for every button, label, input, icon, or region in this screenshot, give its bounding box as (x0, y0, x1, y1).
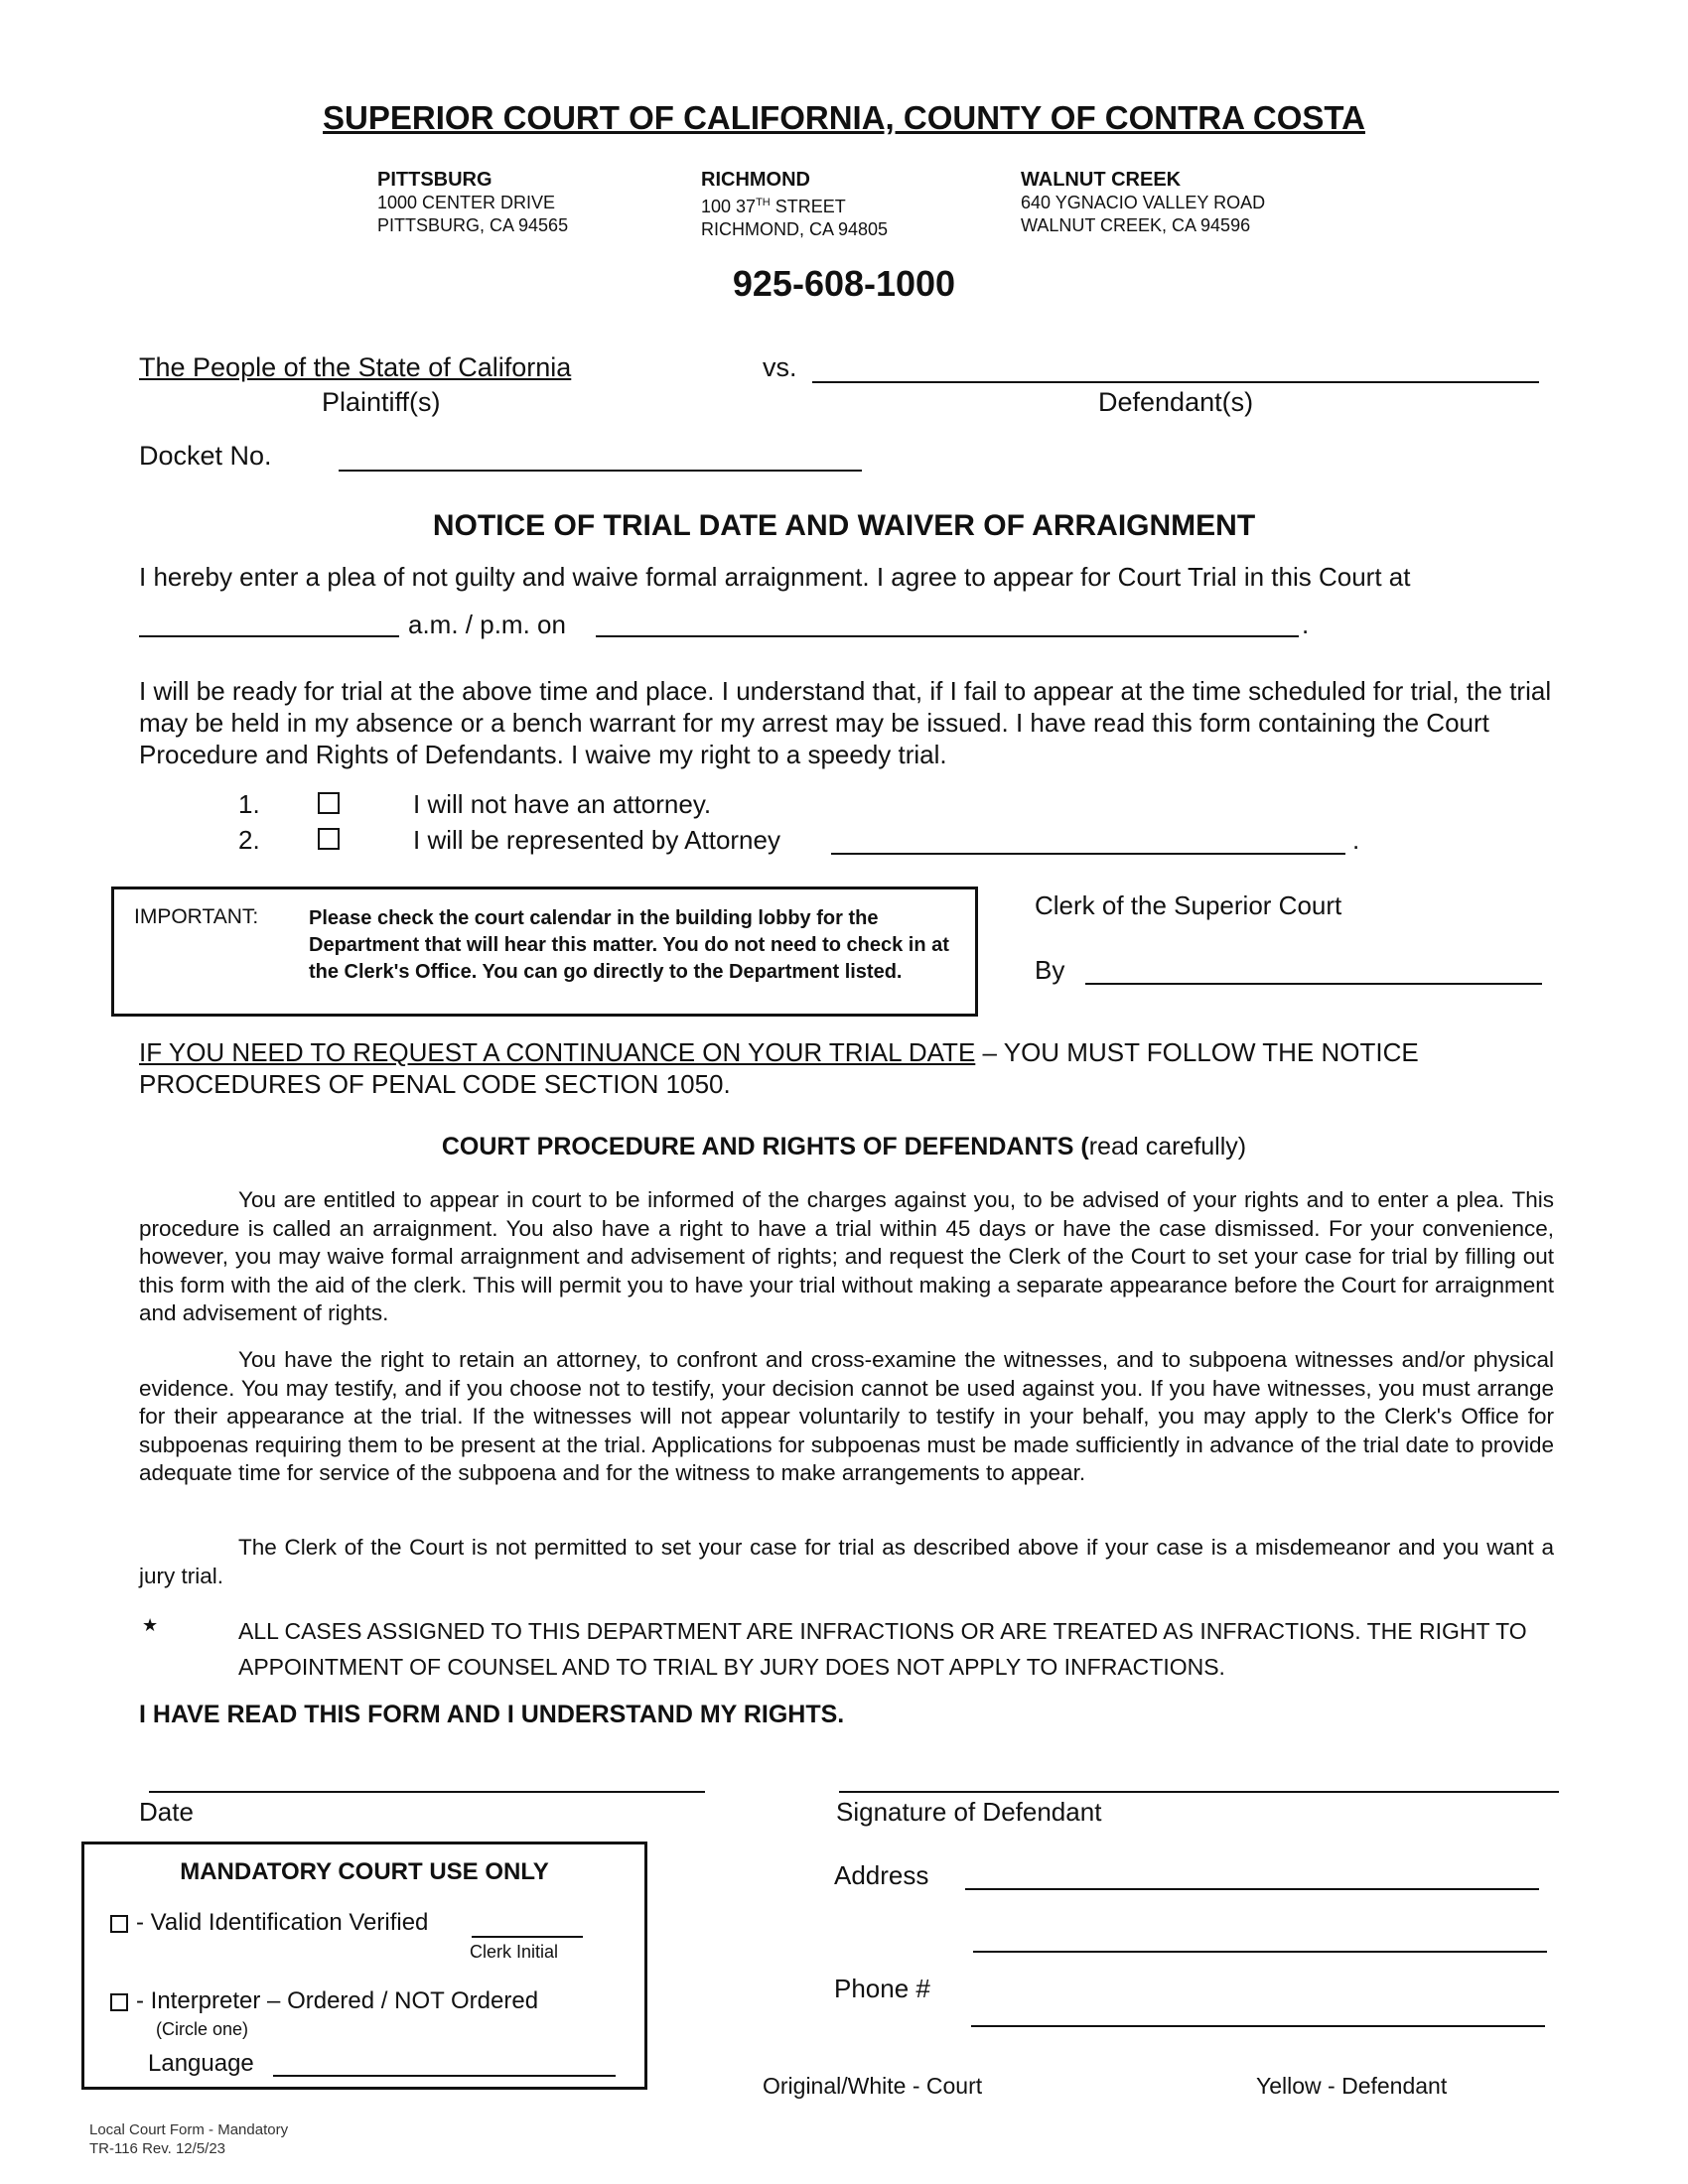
plaintiff-label: Plaintiff(s) (322, 387, 441, 417)
language-field[interactable] (273, 2075, 616, 2077)
clerk-by-label: By (1035, 955, 1065, 985)
location-richmond (701, 169, 888, 241)
plaintiff-name: The People of the State of California (139, 352, 572, 382)
court-title: SUPERIOR COURT OF CALIFORNIA, COUNTY OF CONTRA COSTA (323, 99, 1365, 136)
continuance-rest: – YOU MUST FOLLOW THE NOTICE PROCEDURES OF PENAL CODE SECTION 1050. (139, 1037, 1419, 1099)
ampm-label: a.m. / p.m. on (408, 610, 566, 639)
clerk-signature-field[interactable] (1085, 983, 1542, 985)
option-1-label: I will not have an attorney. (413, 789, 712, 819)
id-verified-checkbox[interactable] (110, 1915, 128, 1933)
important-text: Please check the court calendar in the building lobby for the Department that will hear this matter. You do not need to check in at the Clerk's Office. You can go directly to the Department listed. (309, 907, 949, 983)
vs-label: vs. (763, 352, 797, 382)
acknowledge-text: I HAVE READ THIS FORM AND I UNDERSTAND MY RIGHTS. (139, 1701, 845, 1728)
mandatory-title: MANDATORY COURT USE ONLY (180, 1858, 549, 1885)
date-field[interactable] (149, 1791, 705, 1793)
location-pittsburg (377, 169, 568, 237)
mandatory-court-use-box (81, 1842, 647, 2090)
docket-label: Docket No. (139, 441, 272, 471)
attorney-name-field[interactable] (831, 853, 1345, 855)
location-city: RICHMOND, CA 94805 (701, 219, 889, 239)
no-attorney-checkbox[interactable] (318, 792, 340, 814)
id-verified-label: - Valid Identification Verified (136, 1909, 429, 1936)
location-street: 100 37TH STREET (701, 197, 846, 216)
option-2-label: I will be represented by Attorney (413, 825, 780, 855)
option-2-period: . (1352, 825, 1360, 855)
rights-paragraph-3: The Clerk of the Court is not permitted to set your case for trial as described above if your case is a misdemeanor and you want a jury trial. (139, 1535, 1554, 1588)
address-line-2-field[interactable] (973, 1951, 1547, 1953)
copy-original-label: Original/White - Court (763, 2073, 983, 2099)
trial-date-period: . (1302, 610, 1310, 639)
defendant-name-field[interactable] (812, 381, 1539, 383)
phone-label: Phone # (834, 1974, 930, 2003)
trial-time-field[interactable] (139, 635, 399, 637)
footer-line-1: Local Court Form - Mandatory (89, 2121, 289, 2138)
form-footer (89, 2120, 288, 2158)
plea-text: I hereby enter a plea of not guilty and waive formal arraignment. I agree to appear for Court Trial in this Court at (139, 562, 1411, 592)
language-label: Language (148, 2050, 254, 2077)
infractions-text: ALL CASES ASSIGNED TO THIS DEPARTMENT ARE INFRACTIONS OR ARE TREATED AS INFRACTIONS. THE RIGHT TO APPOINTMENT OF COUNSEL AND TO TRIAL BY JURY DOES NOT APPLY TO INFRACTIONS. (238, 1618, 1527, 1680)
star-icon: ★ (142, 1615, 159, 1635)
docket-number-field[interactable] (339, 470, 862, 472)
clerk-initial-label: Clerk Initial (470, 1942, 559, 1962)
phone-field[interactable] (971, 2025, 1545, 2027)
trial-date-field[interactable] (596, 635, 1299, 637)
copy-yellow-label: Yellow - Defendant (1256, 2073, 1448, 2099)
interpreter-label: - Interpreter – Ordered / NOT Ordered (136, 1987, 539, 2014)
rights-paragraph-2: You have the right to retain an attorney, to confront and cross-examine the witnesses, and to subpoena witnesses and/or physical evidence. You may testify, and if you choose not to testify, your decision cannot be used against you. If you have witnesses, you must arrange for their appearance at the trial. If the witnesses will not appear voluntarily to testify in your behalf, you may apply to the Clerk's Office for subpoenas requiring them to be present at the trial. Applications for subpoenas must be made sufficiently in advance of the trial date to provide adequate time for service of the subpoena and for the witness to make arrangements to appear. (139, 1347, 1554, 1485)
location-name: WALNUT CREEK (1021, 169, 1182, 191)
important-box (111, 887, 978, 1017)
location-name: RICHMOND (701, 169, 810, 191)
clerk-title: Clerk of the Superior Court (1035, 890, 1342, 920)
location-street: 640 YGNACIO VALLEY ROAD (1021, 193, 1266, 212)
defendant-signature-field[interactable] (839, 1791, 1559, 1793)
location-city: PITTSBURG, CA 94565 (377, 215, 569, 235)
attorney-checkbox[interactable] (318, 828, 340, 850)
rights-paragraph-1: You are entitled to appear in court to be informed of the charges against you, to be advised of your rights and to enter a plea. This procedure is called an arraignment. You also have a right to have a trial within 45 days or have the case dismissed. For your convenience, however, you may waive formal arraignment and advisement of rights; and request the Clerk of the Court to set your case for trial by filling out this form with the aid of the clerk. This will permit you to have your trial without making a separate appearance before the Court for arraignment and advisement of rights. (139, 1187, 1554, 1325)
continuance-notice (139, 1036, 1569, 1100)
rights-heading: COURT PROCEDURE AND RIGHTS OF DEFENDANTS (read carefully) (441, 1133, 1247, 1160)
option-1-number: 1. (238, 789, 260, 819)
option-2-number: 2. (238, 825, 260, 855)
notice-heading: NOTICE OF TRIAL DATE AND WAIVER OF ARRAIGNMENT (432, 509, 1256, 542)
footer-line-2: TR-116 Rev. 12/5/23 (89, 2140, 226, 2157)
address-line-1-field[interactable] (965, 1888, 1539, 1890)
court-phone: 925-608-1000 (732, 263, 956, 304)
signature-label: Signature of Defendant (836, 1797, 1102, 1827)
location-walnut-creek (1021, 169, 1265, 237)
circle-one-label: (Circle one) (156, 2019, 249, 2039)
location-city: WALNUT CREEK, CA 94596 (1021, 215, 1251, 235)
address-label: Address (834, 1860, 929, 1890)
defendant-label: Defendant(s) (1098, 387, 1254, 417)
ready-text: I will be ready for trial at the above time and place. I understand that, if I fail to appear at the time scheduled for trial, the trial may be held in my absence or a bench warrant for my arrest may be issued. I have read this form containing the Court Procedure and Rights of Defendants. I waive my right to a speedy trial. (139, 676, 1552, 769)
interpreter-checkbox[interactable] (110, 1993, 128, 2011)
location-street: 1000 CENTER DRIVE (377, 193, 556, 212)
important-label: IMPORTANT: (134, 905, 259, 928)
continuance-underlined: IF YOU NEED TO REQUEST A CONTINUANCE ON YOUR TRIAL DATE (139, 1037, 976, 1067)
clerk-initial-field[interactable] (472, 1936, 583, 1938)
date-label: Date (139, 1797, 194, 1827)
location-name: PITTSBURG (377, 169, 492, 191)
